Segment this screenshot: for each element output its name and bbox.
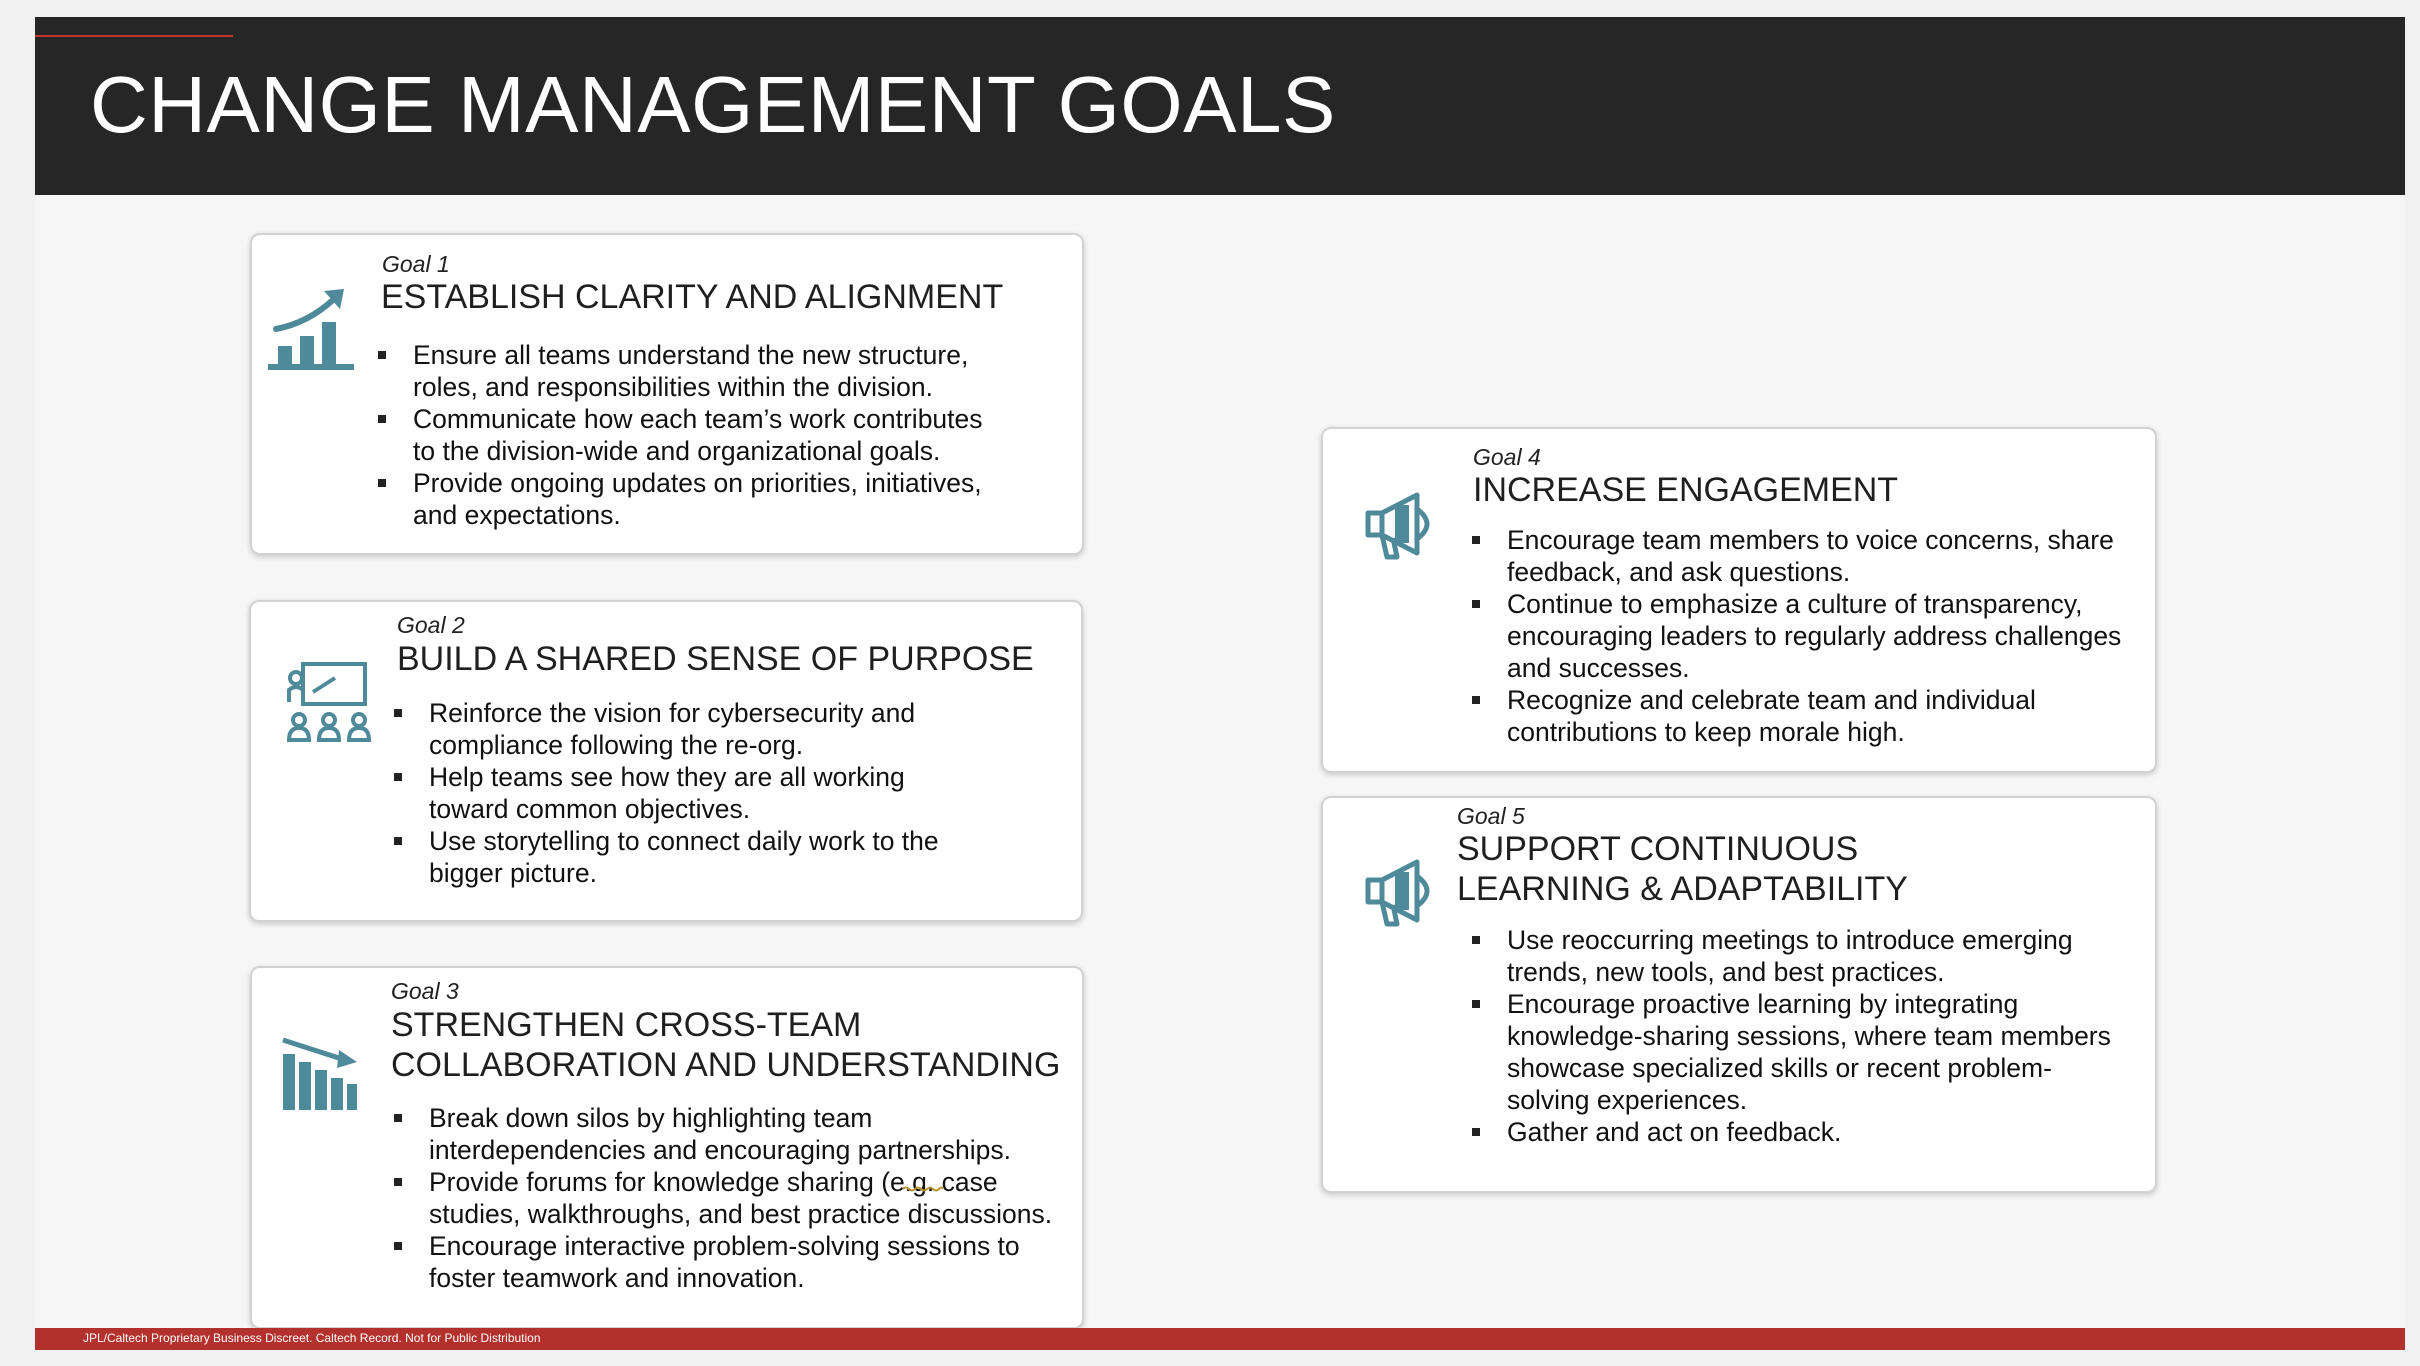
list-item: Break down silos by highlighting team interdependencies and encouraging partnerships. <box>391 1102 1052 1166</box>
list-item: Reinforce the vision for cybersecurity and compliance following the re-org. <box>391 697 939 761</box>
goal-title-line: STRENGTHEN CROSS-TEAM <box>391 1006 862 1044</box>
bullet-list <box>375 339 983 531</box>
slide-title[interactable]: CHANGE MANAGEMENT GOALS <box>90 60 1336 149</box>
goal-label: Goal 5 <box>1457 803 1525 829</box>
accent-line <box>35 35 233 37</box>
megaphone-icon <box>1365 858 1445 928</box>
declining-chart-icon <box>281 1034 359 1112</box>
bullet-list <box>1469 924 2111 1148</box>
list-item: Gather and act on feedback. <box>1469 1116 2111 1148</box>
goal-title-line: INCREASE ENGAGEMENT <box>1473 471 1899 509</box>
goal-card-4[interactable] <box>1321 427 2157 773</box>
spellcheck-underline <box>903 1186 943 1192</box>
presentation-audience-icon <box>287 662 373 742</box>
goal-title <box>1473 470 1898 510</box>
list-item: Use storytelling to connect daily work to the bigger picture. <box>391 825 939 889</box>
goal-title-line: SUPPORT CONTINUOUS <box>1457 830 1859 868</box>
goal-label: Goal 4 <box>1473 444 1541 470</box>
list-item: Encourage interactive problem-solving sessions to foster teamwork and innovation. <box>391 1230 1052 1294</box>
goal-title-line: BUILD A SHARED SENSE OF PURPOSE <box>397 640 1034 678</box>
slide <box>35 17 2405 1350</box>
goal-title-line: ESTABLISH CLARITY AND ALIGNMENT <box>381 278 1004 316</box>
goal-title-line: COLLABORATION AND UNDERSTANDING <box>391 1046 1061 1084</box>
list-item: Help teams see how they are all working toward common objectives. <box>391 761 939 825</box>
header-bar <box>35 17 2405 195</box>
list-item: Communicate how each team’s work contributes to the division-wide and organizational goals. <box>375 403 983 467</box>
bullet-list <box>391 1102 1052 1294</box>
goal-label: Goal 1 <box>382 251 450 277</box>
list-item: Recognize and celebrate team and individual contributions to keep morale high. <box>1469 684 2121 748</box>
goal-card-2[interactable] <box>249 600 1083 922</box>
goal-label: Goal 2 <box>397 612 465 638</box>
list-item: Encourage proactive learning by integrating knowledge-sharing sessions, where team members showcase specialized skills or recent problem- solving experiences. <box>1469 988 2111 1116</box>
goal-card-5[interactable] <box>1321 796 2157 1193</box>
goal-title <box>381 277 1003 317</box>
goal-title <box>1457 829 1908 909</box>
list-item: Provide forums for knowledge sharing (e.g. case studies, walkthroughs, and best practice discussions. <box>391 1166 1052 1230</box>
goal-card-3[interactable] <box>250 966 1084 1329</box>
growth-chart-icon <box>268 287 358 377</box>
goal-title-line: LEARNING & ADAPTABILITY <box>1457 870 1908 908</box>
goal-label: Goal 3 <box>391 978 459 1004</box>
list-item: Use reoccurring meetings to introduce emerging trends, new tools, and best practices. <box>1469 924 2111 988</box>
megaphone-icon <box>1365 491 1445 561</box>
bullet-list <box>1469 524 2121 748</box>
list-item: Continue to emphasize a culture of transparency, encouraging leaders to regularly address challenges and successes. <box>1469 588 2121 684</box>
bullet-list <box>391 697 939 889</box>
goal-title <box>397 639 1034 679</box>
goal-title <box>391 1005 1060 1085</box>
goal-card-1[interactable] <box>250 233 1084 555</box>
footer-bar <box>35 1328 2405 1350</box>
list-item: Provide ongoing updates on priorities, initiatives, and expectations. <box>375 467 983 531</box>
list-item: Encourage team members to voice concerns, share feedback, and ask questions. <box>1469 524 2121 588</box>
list-item: Ensure all teams understand the new structure, roles, and responsibilities within the division. <box>375 339 983 403</box>
footer-text: JPL/Caltech Proprietary Business Discreet. Caltech Record. Not for Public Distribution <box>83 1331 541 1345</box>
